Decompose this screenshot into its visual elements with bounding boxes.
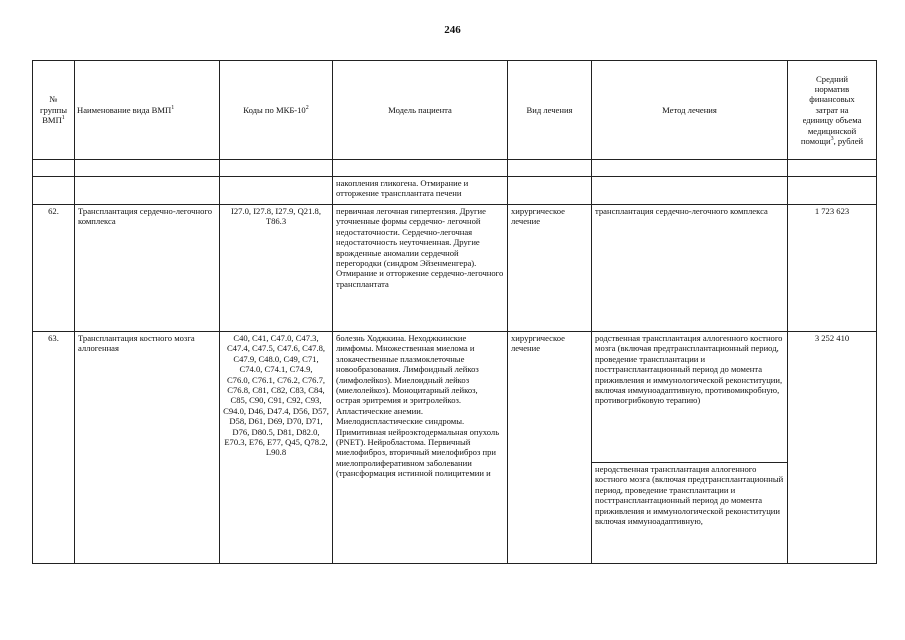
header-row [33,61,877,160]
table-row-63 [33,332,877,463]
empty-row [33,160,877,177]
header-vmp-name: Наименование вида ВМП$^1$ [75,61,220,160]
header-cost-standard: Средний норматив финансовых затрат на единицу объема медицинской помощи$^3$, рублей [788,61,877,160]
treatment-type-cell: хирургическое лечение [508,205,592,332]
header-icd-codes: Коды по МКБ-$10^2$ [220,61,333,160]
continuation-row [33,177,877,205]
header-treatment-method: Метод лечения [592,61,788,160]
patient-model-cell: первичная легочная гипертензия. Другие уточненные формы сердечно- легочной недостаточности. Сердечно-легочная недостаточность неуточненная. Другие врожденные аномалии сердечной перегородки (синдром Эйзенменгера). Отмирание и отторжение сердечно-легочного трансплантата [333,205,508,332]
treatment-method-cell: неродственная трансплантация аллогенного костного мозга (включая предтрансплантационный период, проведение трансплантации и посттрансплантационный период до момента приживления и иммунологической реконституции включая иммуноадаптивную, [592,463,788,564]
icd-codes-cell: I27.0, I27.8, I27.9, Q21.8, T86.3 [220,205,333,332]
header-patient-model: Модель пациента [333,61,508,160]
table-row-62 [33,205,877,332]
vmp-name-cell: Трансплантация сердечно-легочного комплекса [75,205,220,332]
treatment-type-cell: хирургическое лечение [508,332,592,564]
page-number: 246 [444,24,461,36]
group-number-cell: 63. [33,332,75,564]
icd-codes-cell: C40, C41, C47.0, C47.3, C47.4, C47.5, C47.6, C47.8, C47.9, C48.0, C49, C71, C74.0, C74.1, C74.9, C76.0, C76.1, C76.2, C76.7, C76.8, C81, C82, C83, C84, C85, C90, C91, C92, C93, C94.0, D46, D47.4, D56, D57, D58, D61, D69, D70, D71, D76, D80.5, D81, D82.0, E70.3, E76, E77, Q45, Q78.2, L90.8 [220,332,333,564]
continuation-model-cell: накопления гликогена. Отмирание и отторжение трансплантата печени [333,177,508,205]
treatment-method-cell: родственная трансплантация аллогенного костного мозга (включая предтрансплантационный период, проведение трансплантации и посттрансплантационный период до момента приживления и иммунологической реконституции, включая иммуноадаптивную, противомикробную, противогрибковую терапию) [592,332,788,463]
treatment-method-cell: трансплантация сердечно-легочного комплекса [592,205,788,332]
patient-model-cell: болезнь Ходжкина. Неходжкинские лимфомы. Множественная миелома и злокачественные плазмоклеточные новообразования. Лимфоидный лейкоз (лимфолейкоз). Миелоидный лейкоз (миелолейкоз). Моноцитарный лейкоз, острая эритремия и эритролейкоз. Апластические анемии. Миелодиспластические синдромы. Примитивная нейроэктодермальная опухоль (PNET). Нейробластома. Первичный миелофиброз, вторичный миелофиброз при миелопролиферативном заболевании (трансформация истинной полицитемии и [333,332,508,564]
cost-cell: 1 723 623 [788,205,877,332]
header-treatment-type: Вид лечения [508,61,592,160]
cost-cell: 3 252 410 [788,332,877,564]
group-number-cell: 62. [33,205,75,332]
vmp-table [32,60,877,564]
header-group-number: № группы ВМП$^1$ [33,61,75,160]
vmp-name-cell: Трансплантация костного мозга аллогенная [75,332,220,564]
